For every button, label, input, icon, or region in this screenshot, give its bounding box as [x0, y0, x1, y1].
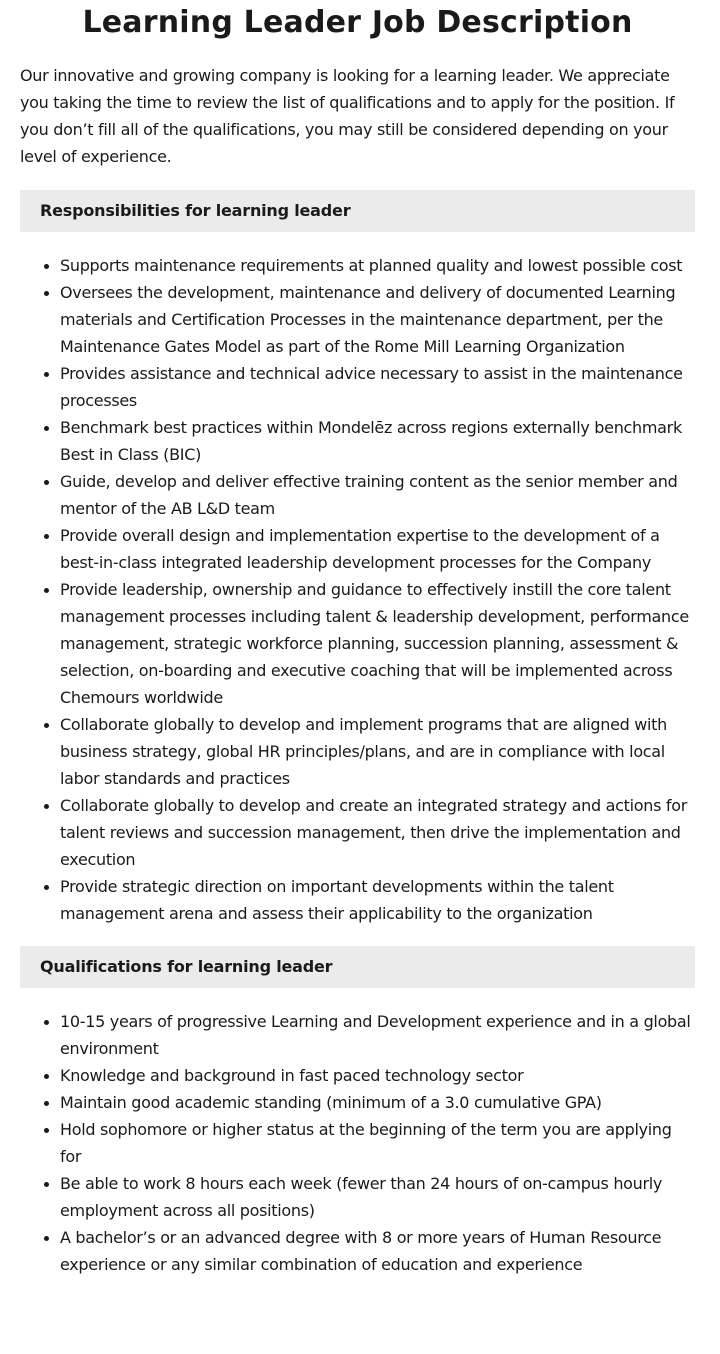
list-item: • Provides assistance and technical advice necessary to assist in the maintenance processes	[60, 360, 695, 414]
list-item: • Oversees the development, maintenance and delivery of documented Learning materials and Certification Processes in the maintenance department, per the Maintenance Gates Model as part of the Rome Mill Learning Organization	[60, 279, 695, 360]
list-item: • Collaborate globally to develop and create an integrated strategy and actions for talent reviews and succession management, then drive the implementation and execution	[60, 792, 695, 873]
list-item: • Benchmark best practices within Mondelēz across regions externally benchmark Best in Class (BIC)	[60, 414, 695, 468]
qualifications-list	[20, 1008, 695, 1278]
list-item: • Knowledge and background in fast paced technology sector	[60, 1062, 695, 1089]
list-item: • 10-15 years of progressive Learning and Development experience and in a global environment	[60, 1008, 695, 1062]
list-item: • Provide leadership, ownership and guidance to effectively instill the core talent management processes including talent & leadership development, performance management, strategic workforce planning, succession planning, assessment & selection, on-boarding and executive coaching that will be implemented across Chemours worldwide	[60, 576, 695, 711]
responsibilities-heading: Responsibilities for learning leader	[20, 190, 695, 232]
list-item: • Be able to work 8 hours each week (fewer than 24 hours of on-campus hourly employment across all positions)	[60, 1170, 695, 1224]
list-item: • Provide overall design and implementation expertise to the development of a best-in-class integrated leadership development processes for the Company	[60, 522, 695, 576]
list-item: • Hold sophomore or higher status at the beginning of the term you are applying for	[60, 1116, 695, 1170]
list-item: • Collaborate globally to develop and implement programs that are aligned with business strategy, global HR principles/plans, and are in compliance with local labor standards and practices	[60, 711, 695, 792]
list-item: • Provide strategic direction on important developments within the talent management arena and assess their applicability to the organization	[60, 873, 695, 927]
list-item: • Supports maintenance requirements at planned quality and lowest possible cost	[60, 252, 695, 279]
list-item: • Maintain good academic standing (minimum of a 3.0 cumulative GPA)	[60, 1089, 695, 1116]
intro-paragraph: Our innovative and growing company is looking for a learning leader. We appreciate you taking the time to review the list of qualifications and to apply for the position. If you don’t fill all of the qualifications, you may still be considered depending on your level of experience.	[20, 66, 675, 166]
list-item: • Guide, develop and deliver effective training content as the senior member and mentor of the AB L&D team	[60, 468, 695, 522]
list-item: • A bachelor’s or an advanced degree with 8 or more years of Human Resource experience or any similar combination of education and experience	[60, 1224, 695, 1278]
responsibilities-list	[20, 252, 695, 927]
page-title: Learning Leader Job Description	[82, 5, 633, 40]
qualifications-heading: Qualifications for learning leader	[20, 946, 695, 988]
